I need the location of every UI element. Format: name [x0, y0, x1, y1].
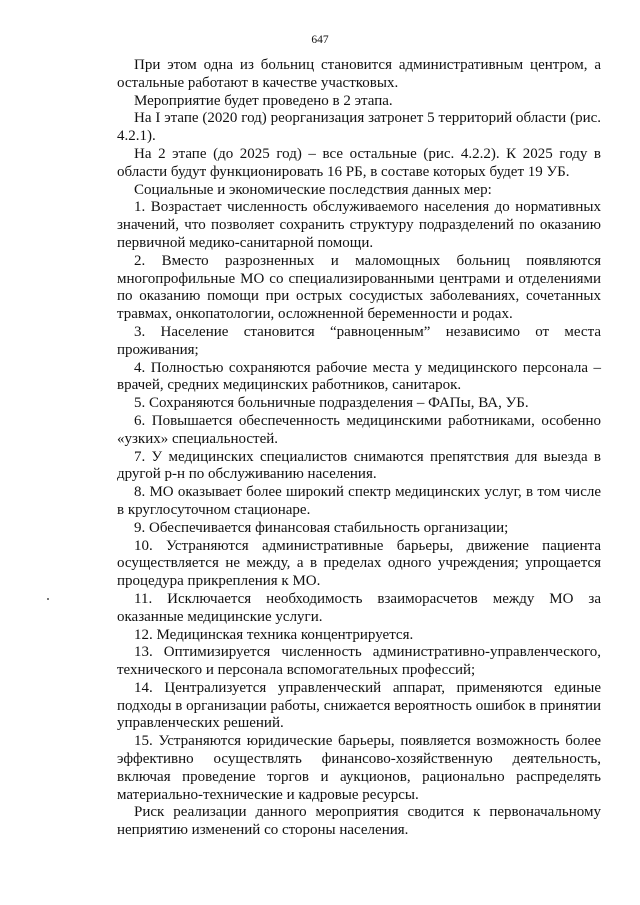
margin-mark: [47, 598, 49, 600]
paragraph-admin-center: При этом одна из больниц становится административным центром, а остальные работают в качестве участковых.: [117, 57, 601, 91]
list-item: 9. Обеспечивается финансовая стабильность организации;: [134, 519, 509, 536]
list-item: 2. Вместо разрозненных и маломощных больниц появляются многопрофильные МО со специализированными центрами и отделениями по оказанию помощи при острых сосудистых заболеваниях, сочетанных травмах, онкопатологии, осложненной беременности и родах.: [117, 252, 601, 323]
list-item: 14. Централизуется управленческий аппарат, применяются единые подходы в организации работы, снижается вероятность ошибок в принятии управленческих решений.: [117, 679, 601, 732]
list-item: 13. Оптимизируется численность административно-управленческого, технического и персонала вспомогательных профессий;: [117, 644, 601, 679]
list-item: 7. У медицинских специалистов снимаются препятствия для выезда в другой р-н по обслуживанию населения.: [117, 448, 601, 483]
paragraph-stage-two: На 2 этапе (до 2025 год) – все остальные (рис. 4.2.2). К 2025 году в области будут функционировать 16 РБ, в составе которых будет 19 УБ.: [117, 145, 601, 180]
list-item: 5. Сохраняются больничные подразделения – ФАПы, ВА, УБ.: [134, 395, 529, 412]
list-item: 15. Устраняются юридические барьеры, появляется возможность более эффективно осуществлять финансово-хозяйственную деятельность, включая проведение торгов и аукционов, рационально распределять материально-технические и кадровые ресурсы.: [117, 733, 601, 803]
list-item: 4. Полностью сохраняются рабочие места у медицинского персонала – врачей, средних медицинских работников, санитарок.: [117, 359, 601, 394]
list-item: 11. Исключается необходимость взаиморасчетов между МО за оказанные медицинские услуги.: [117, 590, 601, 625]
list-item: 3. Население становится “равноценным” независимо от места проживания;: [117, 323, 601, 358]
list-item: 12. Медицинская техника концентрируется.: [134, 626, 414, 643]
paragraph-two-stages: Мероприятие будет проведено в 2 этапа.: [134, 92, 393, 109]
list-item: 6. Повышается обеспеченность медицинскими работниками, особенно «узких» специальностей.: [117, 412, 601, 447]
body-text: [117, 57, 601, 840]
list-item: 10. Устраняются административные барьеры, движение пациента осуществляется не между, а в пределах одного учреждения; упрощается процедура прикрепления к МО.: [117, 537, 601, 590]
paragraph-stage-one: На I этапе (2020 год) реорганизация затронет 5 территорий области (рис. 4.2.1).: [117, 110, 601, 145]
list-item: 1. Возрастает численность обслуживаемого населения до нормативных значений, что позволяет сохранить структуру подразделений по оказанию первичной медико-санитарной помощи.: [117, 199, 601, 251]
page-number: 647: [311, 34, 329, 46]
paragraph-risk: Риск реализации данного мероприятия сводится к первоначальному неприятию изменений со стороны населения.: [117, 804, 601, 839]
list-item: 8. МО оказывает более широкий спектр медицинских услуг, в том числе в круглосуточном стационаре.: [117, 484, 601, 518]
paragraph-consequences-heading: Социальные и экономические последствия данных мер:: [134, 181, 492, 198]
